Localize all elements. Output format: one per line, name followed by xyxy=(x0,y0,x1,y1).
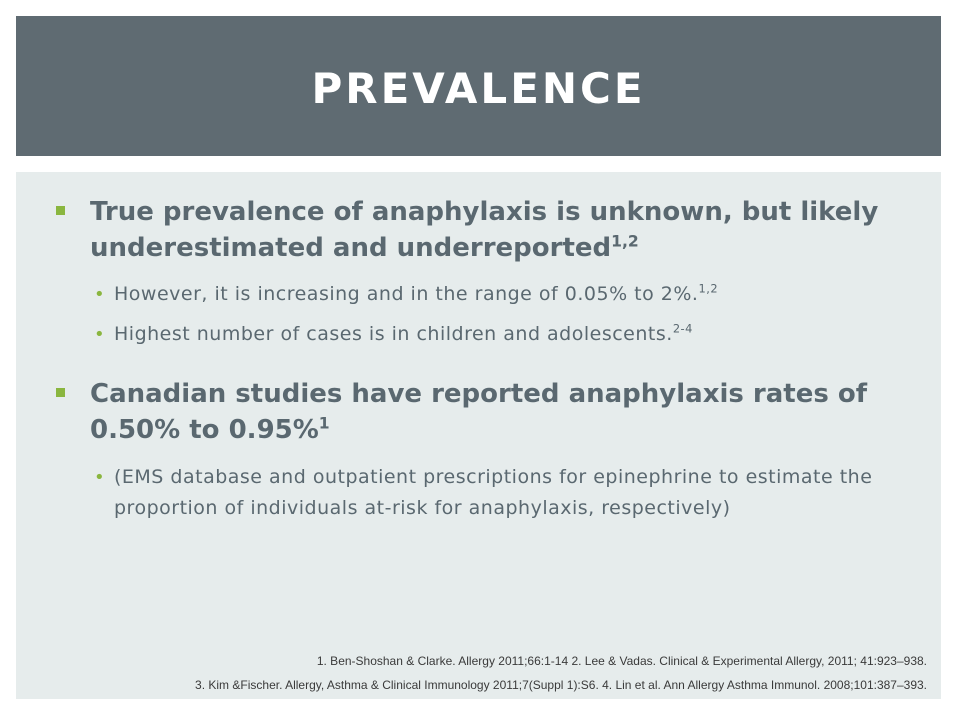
bullet-prevalence-unknown xyxy=(56,194,896,266)
sub-bullet-text xyxy=(94,462,884,524)
citation-superscript: 1 xyxy=(318,414,330,433)
citation-superscript: 2-4 xyxy=(672,321,693,336)
dot-bullet-icon: • xyxy=(94,324,106,345)
bullet-canadian-studies xyxy=(56,376,896,448)
reference-line-1: 1. Ben-Shoshan & Clarke. Allergy 2011;66:1-14 2. Lee & Vadas. Clinical & Experimental Allergy, 2011; 41:923–938. xyxy=(316,654,927,668)
sub-bullet-main-text: (EMS database and outpatient prescriptions for epinephrine to estimate the proportion of individuals at-risk for anaphylaxis, respectively) xyxy=(114,466,873,519)
sub-bullet-increasing xyxy=(94,279,884,310)
sub-bullet-main-text: Highest number of cases is in children and adolescents. xyxy=(114,323,673,345)
content-panel xyxy=(16,172,941,699)
citation-superscript: 1,2 xyxy=(611,232,639,251)
sub-bullet-text xyxy=(94,319,884,350)
bullet-main-text: True prevalence of anaphylaxis is unknown, but likely underestimated and underreported xyxy=(90,197,879,263)
citation-superscript: 1,2 xyxy=(698,281,719,296)
square-bullet-icon xyxy=(56,388,65,397)
sub-bullet-text xyxy=(94,279,884,310)
reference-line-2: 3. Kim &Fischer. Allergy, Asthma & Clinical Immunology 2011;7(Suppl 1):S6. 4. Lin et al. Ann Allergy Asthma Immunol. 2008;101:387–393. xyxy=(195,678,927,692)
dot-bullet-icon: • xyxy=(94,284,106,305)
bullet-main-text: Canadian studies have reported anaphylaxis rates of 0.50% to 0.95% xyxy=(90,379,868,445)
slide-title: PREVALENCE xyxy=(311,63,646,113)
sub-bullet-ems-database xyxy=(94,462,884,524)
bullet-text xyxy=(56,376,896,448)
title-bar xyxy=(16,16,941,156)
bullet-text xyxy=(56,194,896,266)
sub-bullet-children xyxy=(94,319,884,350)
dot-bullet-icon: • xyxy=(94,467,106,488)
sub-bullet-main-text: However, it is increasing and in the range of 0.05% to 2%. xyxy=(114,283,699,305)
square-bullet-icon xyxy=(56,206,65,215)
